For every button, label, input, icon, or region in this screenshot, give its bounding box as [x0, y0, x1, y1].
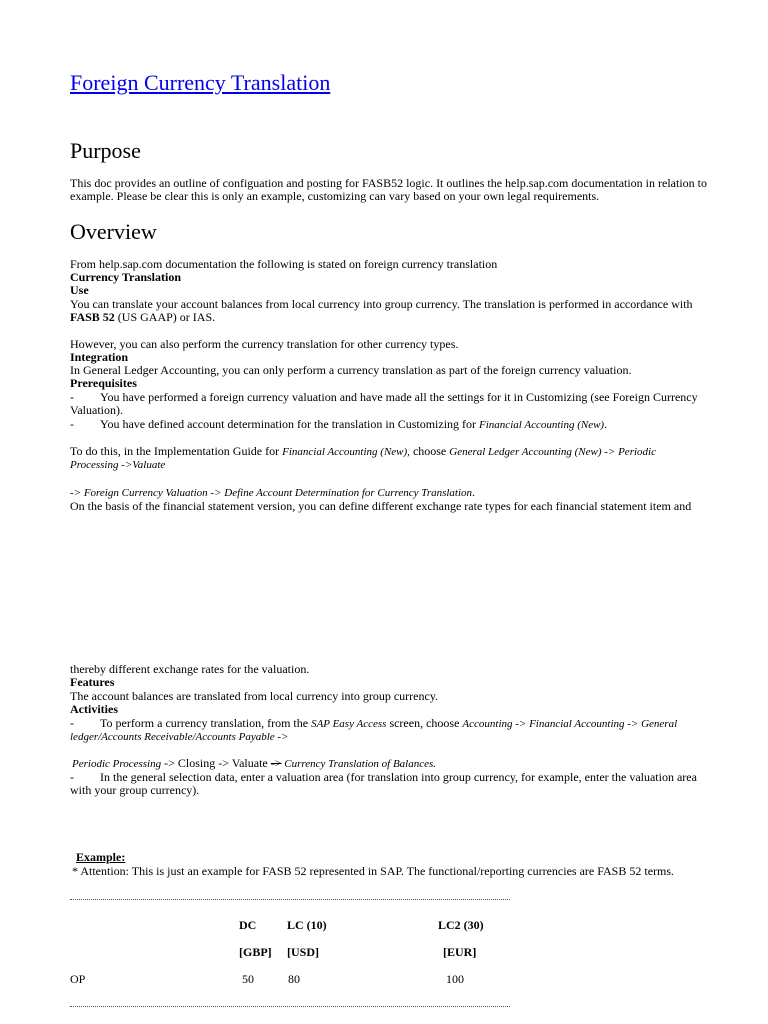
subheader-gbp: [GBP]	[239, 945, 272, 959]
subheader-eur: [EUR]	[443, 945, 477, 959]
currency-translation-heading: Currency Translation	[70, 270, 182, 284]
prereq-2-end: .	[604, 417, 608, 431]
features-heading: Features	[70, 675, 115, 689]
todo-italic-1: Financial Accounting (New),	[282, 446, 410, 458]
features-text: The account balances are translated from local currency into group currency.	[70, 689, 439, 703]
activity-1-line-1	[100, 717, 677, 732]
prereq-1-line-1: You have performed a foreign currency valuation and have made all the settings for it in Customizing (see Foreign Currency	[100, 390, 698, 404]
act1-path-italic: Periodic Processing	[72, 758, 162, 770]
use-line-1: You can translate your account balances from local currency into group currency. The translation is performed in accordance with	[70, 297, 693, 311]
act1-text-2: screen, choose	[386, 716, 463, 730]
example-attention: * Attention: This is just an example for FASB 52 represented in SAP. The functional/reporting currencies are FASB 52 terms.	[72, 864, 675, 878]
prereq-2-text: You have defined account determination for the translation in Customizing for	[100, 417, 480, 431]
prereq-2-italic: Financial Accounting (New)	[479, 419, 605, 431]
todo-text: To do this, in the Implementation Guide for	[70, 444, 283, 458]
divider-bottom	[70, 1006, 510, 1007]
integration-heading: Integration	[70, 350, 128, 364]
use-line-2-rest: (US GAAP) or IAS.	[114, 310, 216, 324]
purpose-line-2: example. Please be clear this is only an example, customizing can vary based on your own legal requirements.	[70, 189, 600, 203]
path-italic: -> Foreign Currency Valuation -> Define Account Determination for Currency Translation	[70, 487, 473, 499]
prereq-1-dash: -	[70, 390, 74, 404]
todo-line-1	[70, 445, 656, 460]
act1-path-text: -> Closing -> Valuate	[161, 756, 271, 770]
overview-heading: Overview	[70, 219, 157, 244]
example-heading: Example:	[76, 850, 126, 864]
cell-dc: 50	[242, 972, 254, 986]
row-label-op: OP	[70, 972, 86, 986]
integration-text: In General Ledger Accounting, you can only perform a currency translation as part of the foreign currency valuation.	[70, 363, 632, 377]
activity-2-dash: -	[70, 770, 74, 784]
basis-line: On the basis of the financial statement version, you can define different exchange rate types for each financial statement item and	[70, 499, 692, 513]
fasb52-bold: FASB 52	[70, 310, 115, 324]
cell-lc2: 100	[446, 972, 464, 986]
prereq-2-dash: -	[70, 417, 74, 431]
act1-italic-1: SAP Easy Access	[311, 718, 387, 730]
header-lc: LC (10)	[287, 918, 327, 932]
header-lc2: LC2 (30)	[438, 918, 484, 932]
todo-line-2: Processing ->Valuate	[70, 459, 166, 471]
prereq-2-line	[100, 418, 607, 433]
use-heading: Use	[70, 283, 89, 297]
overview-intro: From help.sap.com documentation the following is stated on foreign currency translation	[70, 257, 498, 271]
act1-path-italic-2: Currency Translation of Balances.	[281, 758, 437, 770]
cell-lc: 80	[288, 972, 300, 986]
document-title-link[interactable]: Foreign Currency Translation	[70, 70, 331, 95]
subheader-usd: [USD]	[287, 945, 319, 959]
purpose-heading: Purpose	[70, 138, 141, 163]
use-line-2	[70, 311, 215, 325]
act1-path-arrow: ->	[270, 756, 282, 770]
act1-text-1: To perform a currency translation, from the	[100, 716, 312, 730]
header-dc: DC	[239, 918, 257, 932]
activity-1-line-2: ledger/Accounts Receivable/Accounts Payable ->	[70, 731, 289, 743]
thereby-line: thereby different exchange rates for the valuation.	[70, 662, 310, 676]
todo-choose: choose	[409, 444, 450, 458]
activities-heading: Activities	[70, 702, 118, 716]
act1-italic-2: Accounting -> Financial Accounting -> General	[462, 718, 678, 730]
todo-italic-2: General Ledger Accounting (New) -> Periodic	[449, 446, 656, 458]
purpose-line-1: This doc provides an outline of configuation and posting for FASB52 logic. It outlines the help.sap.com documentation in relation to	[70, 176, 708, 190]
prerequisites-heading: Prerequisites	[70, 376, 137, 390]
however-line: However, you can also perform the currency translation for other currency types.	[70, 337, 459, 351]
prereq-1-line-2: Valuation).	[70, 403, 123, 417]
activity-2-line-1: In the general selection data, enter a valuation area (for translation into group currency, for example, enter the valuation area	[100, 770, 697, 784]
path-end: .	[472, 485, 476, 499]
divider-top	[70, 899, 510, 900]
activity-2-line-2: with your group currency).	[70, 783, 200, 797]
activity-1-dash: -	[70, 716, 74, 730]
